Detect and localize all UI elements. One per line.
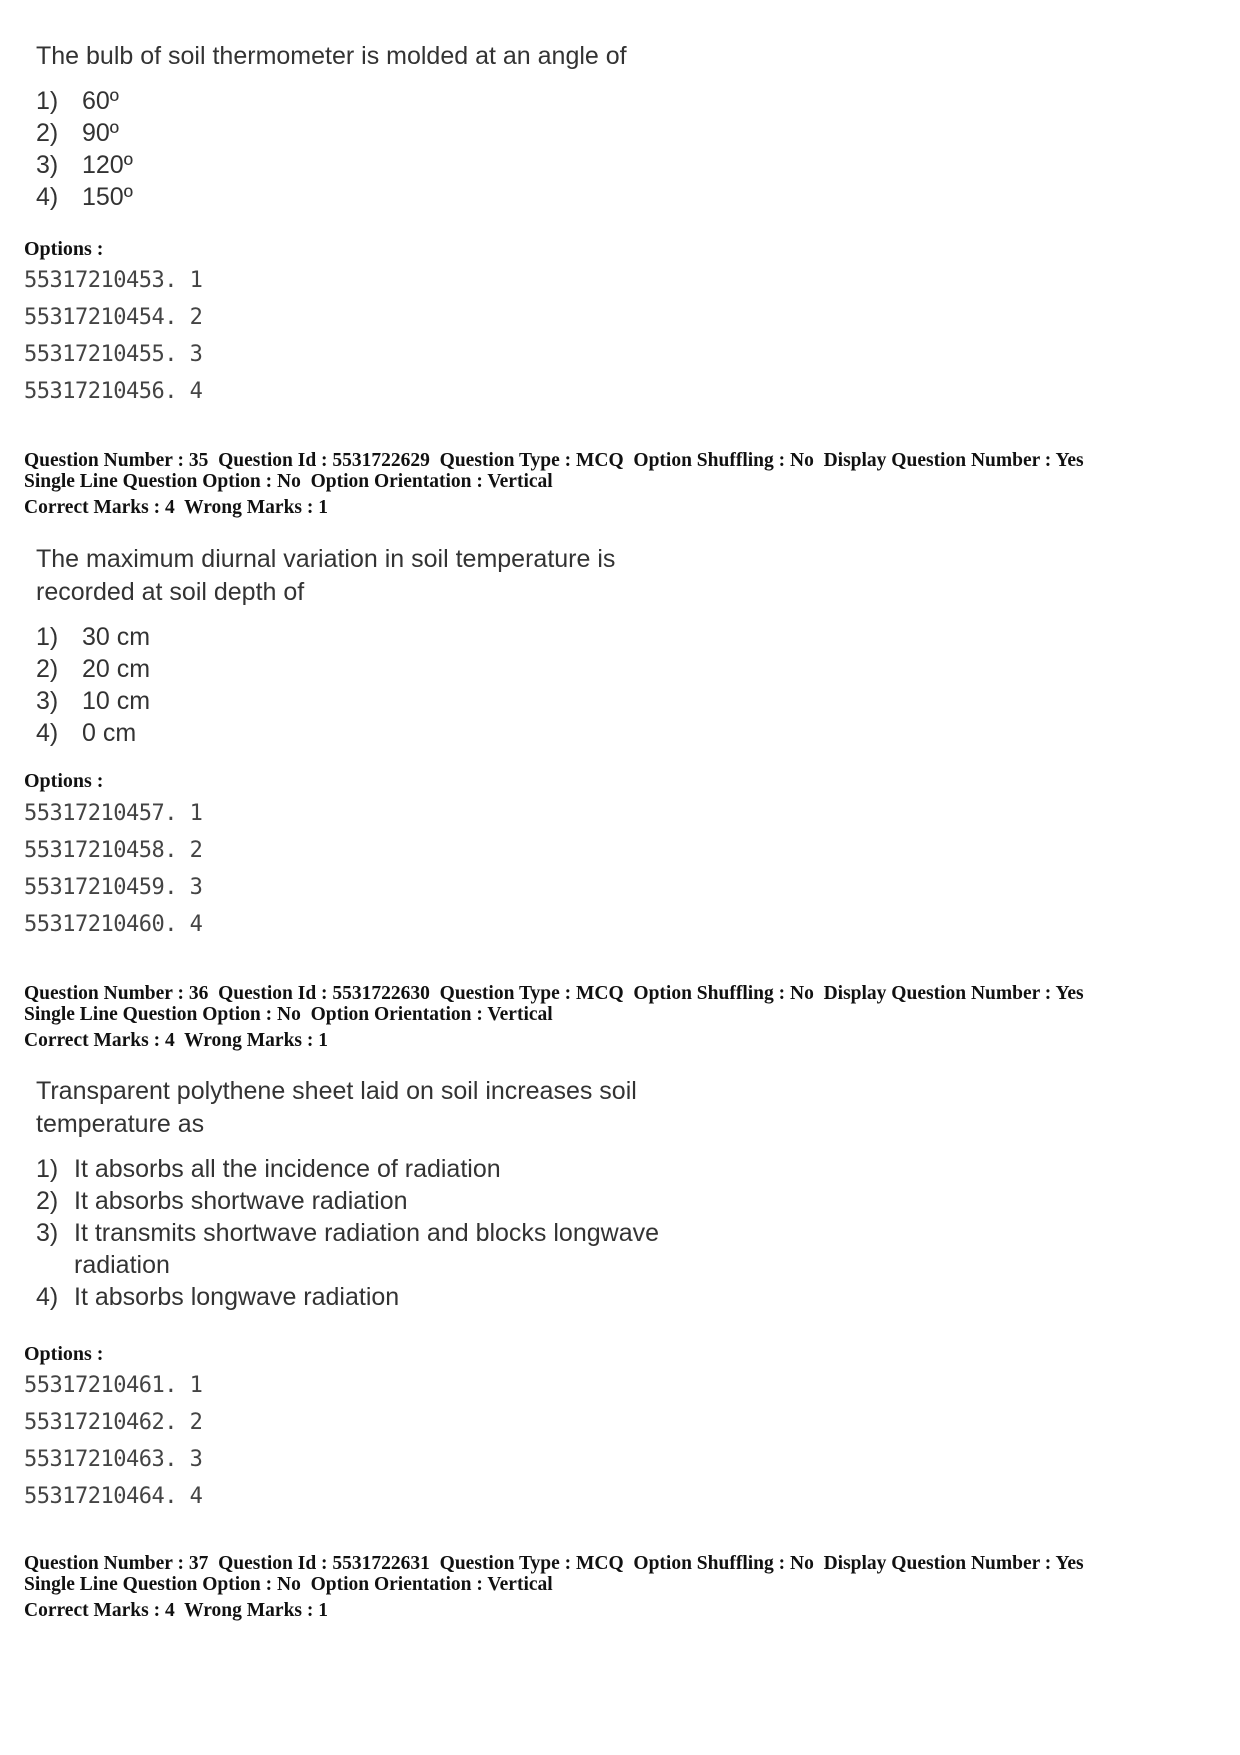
choice-item	[36, 621, 636, 653]
option-id-item: 55317210455. 3	[24, 342, 203, 367]
option-id-item: 55317210456. 4	[24, 379, 203, 404]
choice-item	[36, 685, 636, 717]
choice-number: 1)	[36, 87, 59, 115]
choice-text: 120º	[82, 151, 133, 179]
question-34-choices	[36, 85, 676, 213]
option-id-item: 55317210464. 4	[24, 1484, 203, 1509]
choice-number: 4)	[36, 1283, 59, 1311]
option-id-item: 55317210454. 2	[24, 305, 203, 330]
options-label: Options :	[24, 238, 104, 260]
choice-text: It absorbs shortwave radiation	[74, 1187, 408, 1215]
question-34-image	[36, 40, 676, 213]
option-id-list	[24, 795, 202, 943]
choice-text: It absorbs longwave radiation	[74, 1283, 400, 1311]
question-meta-line: Single Line Question Option : No Option Orientation : Vertical	[24, 1004, 553, 1025]
question-35-meta	[24, 450, 1084, 518]
question-35-image	[36, 543, 636, 749]
option-id-item: 55317210461. 1	[24, 1373, 203, 1398]
question-35-choices	[36, 621, 636, 749]
option-id-item: 55317210457. 1	[24, 801, 203, 826]
option-id-list	[24, 262, 202, 410]
choice-text: It absorbs all the incidence of radiation	[74, 1155, 501, 1183]
choice-item	[36, 149, 676, 181]
choice-item	[36, 1185, 676, 1217]
question-meta-line: Question Number : 37 Question Id : 5531722631 Question Type : MCQ Option Shuffling : No Display Question Number : Yes	[24, 1553, 1084, 1574]
choice-item	[36, 1153, 676, 1185]
choice-text: 90º	[82, 119, 119, 147]
choice-number: 3)	[36, 1219, 59, 1247]
question-marks: Correct Marks : 4 Wrong Marks : 1	[24, 1030, 329, 1051]
question-meta-line: Question Number : 36 Question Id : 5531722630 Question Type : MCQ Option Shuffling : No Display Question Number : Yes	[24, 983, 1084, 1004]
choice-number: 2)	[36, 655, 59, 683]
options-label: Options :	[24, 770, 104, 792]
choice-number: 2)	[36, 1187, 59, 1215]
option-id-item: 55317210459. 3	[24, 875, 203, 900]
question-35-text: The maximum diurnal variation in soil temperature is recorded at soil depth of	[36, 545, 616, 606]
choice-item	[36, 117, 676, 149]
choice-text: 150º	[82, 183, 133, 211]
choice-number: 3)	[36, 151, 59, 179]
option-id-item: 55317210460. 4	[24, 912, 203, 937]
question-36-image	[36, 1075, 676, 1313]
option-id-item: 55317210462. 2	[24, 1410, 203, 1435]
option-id-item: 55317210458. 2	[24, 838, 203, 863]
choice-number: 2)	[36, 119, 59, 147]
choice-text: It transmits shortwave radiation and blocks longwave radiation	[74, 1219, 660, 1279]
option-id-list	[24, 1367, 202, 1515]
choice-item	[36, 181, 676, 213]
choice-text: 10 cm	[82, 687, 151, 715]
choice-number: 3)	[36, 687, 59, 715]
question-36-text: Transparent polythene sheet laid on soil increases soil temperature as	[36, 1077, 637, 1138]
question-marks: Correct Marks : 4 Wrong Marks : 1	[24, 1600, 329, 1621]
question-marks: Correct Marks : 4 Wrong Marks : 1	[24, 497, 329, 518]
choice-item	[36, 1281, 676, 1313]
question-37-meta	[24, 1553, 1084, 1621]
question-meta-line: Single Line Question Option : No Option Orientation : Vertical	[24, 471, 553, 492]
choice-text: 0 cm	[82, 719, 137, 747]
question-meta-line: Question Number : 35 Question Id : 5531722629 Question Type : MCQ Option Shuffling : No Display Question Number : Yes	[24, 450, 1084, 471]
question-36-choices	[36, 1153, 676, 1313]
choice-item	[36, 85, 676, 117]
question-meta-line: Single Line Question Option : No Option Orientation : Vertical	[24, 1574, 553, 1595]
choice-number: 4)	[36, 719, 59, 747]
options-label: Options :	[24, 1343, 104, 1365]
option-id-item: 55317210453. 1	[24, 268, 203, 293]
choice-text: 60º	[82, 87, 119, 115]
choice-text: 20 cm	[82, 655, 151, 683]
question-34-text: The bulb of soil thermometer is molded at an angle of	[36, 42, 627, 70]
choice-number: 1)	[36, 1155, 59, 1183]
question-36-meta	[24, 983, 1084, 1051]
choice-item	[36, 717, 636, 749]
choice-item	[36, 1217, 676, 1281]
choice-number: 1)	[36, 623, 59, 651]
choice-text: 30 cm	[82, 623, 151, 651]
choice-number: 4)	[36, 183, 59, 211]
option-id-item: 55317210463. 3	[24, 1447, 203, 1472]
choice-item	[36, 653, 636, 685]
